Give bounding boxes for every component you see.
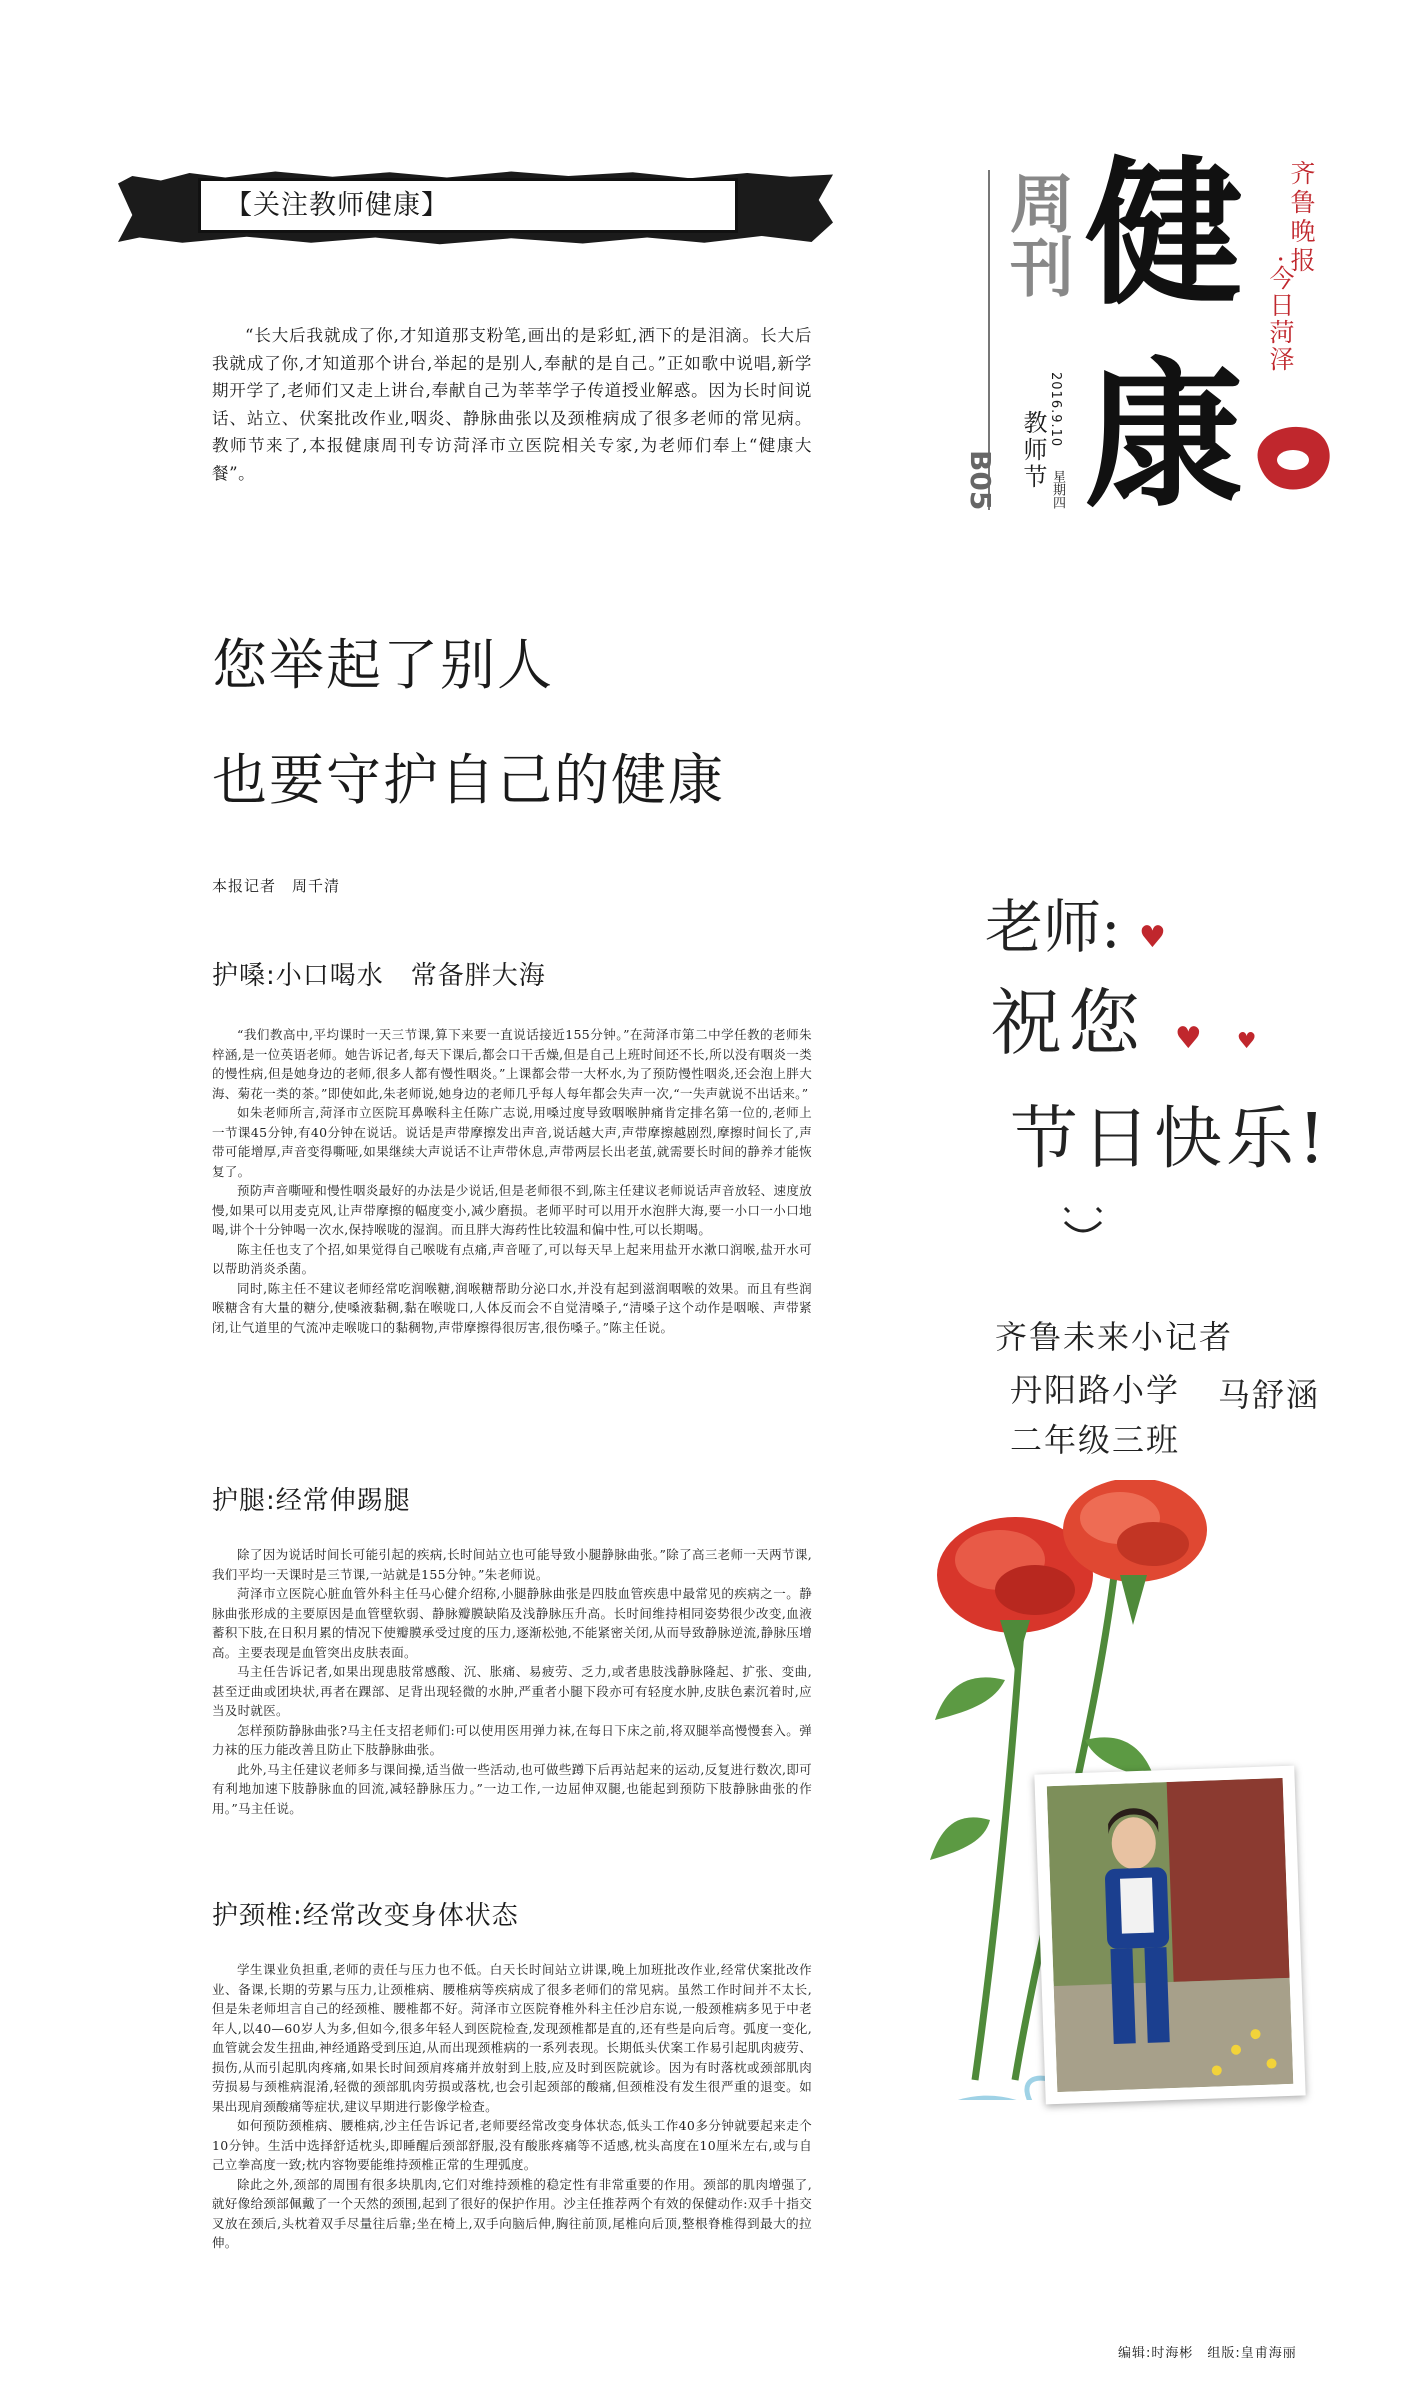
headline-line-1: 您举起了别人 bbox=[212, 633, 555, 697]
paragraph: 菏泽市立医院心脏血管外科主任马心健介绍称,小腿静脉曲张是四肢血管疾患中最常见的疾病之一。静脉曲张形成的主要原因是血管壁软弱、静脉瓣膜缺陷及浅静脉压升高。长时间维持相同姿势很少改变,血液蓄积下肢,在日积月累的情况下使瓣膜承受过度的压力,逐渐松弛,不能紧密关闭,从而导致静脉逆流,静脉压增高。主要表现是血管突出皮肤表面。 bbox=[212, 1586, 812, 1660]
masthead-jian: 健 bbox=[1085, 143, 1243, 327]
heart-icon: ♥ bbox=[1174, 1021, 1208, 1056]
heart-icon: ♥ bbox=[1236, 1029, 1263, 1054]
paragraph: 陈主任也支了个招,如果觉得自己喉咙有点痛,声音哑了,可以每天早上起来用盐开水漱口润喉,盐开水可以帮助消炎杀菌。 bbox=[212, 1241, 812, 1276]
greeting-holiday: 节日快乐! bbox=[1010, 1100, 1330, 1179]
paragraph: 如朱老师所言,菏泽市立医院耳鼻喉科主任陈广志说,用嗓过度导致咽喉肿痛肯定排名第一位的,老师上一节课45分钟,有40分钟在说话。说话是声带摩擦发出声音,说话越大声,声带摩擦越剧烈,摩擦时间长了,声带可能增厚,声音变得嘶哑,如果继续大声说话不让声带休息,声带两层长出老茧,就需要长时间的静养才能恢复了。 bbox=[212, 1105, 812, 1179]
brand-name: 齐鲁晚报 bbox=[1287, 160, 1316, 276]
reporter-label: 齐鲁未来小记者 bbox=[995, 1318, 1234, 1356]
intro-paragraph bbox=[212, 322, 812, 487]
section-title-legs: 护腿:经常伸踢腿 bbox=[212, 1486, 411, 1516]
paragraph: 此外,马主任建议老师多与课间操,适当做一些活动,也可做些蹲下后再站起来的运动,反复进行数次,即可有利地加速下肢静脉血的回流,减轻静脉压力。”一边工作,一边屈伸双腿,也能起到预防下肢静脉曲张的作用。”马主任说。 bbox=[212, 1761, 812, 1816]
section-body-legs bbox=[212, 1545, 812, 1818]
masthead-weekday: 星期四 bbox=[1050, 470, 1065, 509]
paragraph: 学生课业负担重,老师的责任与压力也不低。白天长时间站立讲课,晚上加班批改作业,经常伏案批改作业、备课,长期的劳累与压力,让颈椎病、腰椎病等疾病成了很多老师们的常见病。虽然工作时间并不太长,但是朱老师坦言自己的经颈椎、腰椎都不好。菏泽市立医院脊椎外科主任沙启东说,一般颈椎病多见于中老年人,以40—60岁人为多,但如今,很多年轻人到医院检查,发现颈椎都是直的,还有些是向后弯。弧度一变化,血管就会发生扭曲,神经通路受到压迫,从而出现颈椎病的一系列表现。长期低头伏案工作易引起肌肉疲劳、损伤,从而引起肌肉疼痛,如果长时间颈肩疼痛并放射到上肢,应及时到医院就诊。因为有时落枕或颈部肌肉劳损易与颈椎病混淆,轻微的颈部肌肉劳损或落枕,也会引起颈部的酸痛,但颈椎没有发生很严重的退变。如果出现肩颈酸痛等症状,建议早期进行影像学检查。 bbox=[212, 1962, 812, 2114]
section-title-throat: 护嗓:小口喝水 常备胖大海 bbox=[212, 961, 546, 991]
section-body-throat bbox=[212, 1025, 812, 1337]
paragraph: 除了因为说话时间长可能引起的疾病,长时间站立也可能导致小腿静脉曲张。”除了高三老师一天两节课,我们平均一天课时是三节课,一站就是155分钟。”朱老师说。 bbox=[212, 1547, 812, 1582]
masthead-date: 2016.9.10 bbox=[1048, 372, 1063, 448]
masthead-kang: 康 bbox=[1085, 345, 1243, 529]
paragraph: 马主任告诉记者,如果出现患肢常感酸、沉、胀痛、易疲劳、乏力,或者患肢浅静脉隆起、扩张、变曲,甚至迂曲或团块状,再者在踝部、足背出现轻微的水肿,严重者小腿下段亦可有轻度水肿,皮肤色素沉着时,应当及时就医。 bbox=[212, 1664, 812, 1718]
greeting-wish bbox=[990, 965, 1262, 1069]
headline-line-2: 也要守护自己的健康 bbox=[212, 748, 726, 812]
student-photo-image bbox=[1047, 1778, 1294, 2092]
greeting-teacher-text: 老师: bbox=[985, 893, 1121, 961]
masthead-weekly-text: 周刊 bbox=[999, 170, 1073, 298]
greeting-teacher bbox=[985, 880, 1166, 964]
heart-icon: ♥ bbox=[1138, 920, 1166, 955]
greeting-wish-text: 祝您 bbox=[990, 981, 1147, 1065]
intro-text: “长大后我就成了你,才知道那支粉笔,画出的是彩虹,洒下的是泪滴。长大后我就成了你,才知道那个讲台,举起的是别人,奉献的是自己。”正如歌中说唱,新学期开学了,老师们又走上讲台,奉献自己为莘莘学子传道授业解惑。因为长时间说话、站立、伏案批改作业,咽炎、静脉曲张以及颈椎病成了很多老师的常见病。教师节来了,本报健康周刊专访菏泽市立医院相关专家,为老师们奉上“健康大餐”。 bbox=[212, 326, 812, 483]
byline: 本报记者 周千清 bbox=[212, 877, 341, 895]
red-brush-icon bbox=[1248, 415, 1338, 495]
paragraph: 如何预防颈椎病、腰椎病,沙主任告诉记者,老师要经常改变身体状态,低头工作40多分钟就要起来走个10分钟。生活中选择舒适枕头,即睡醒后颈部舒服,没有酸胀疼痛等不适感,枕头高度在10厘米左右,或与自己立拳高度一致;枕内容物要能维持颈椎正常的生理弧度。 bbox=[212, 2118, 812, 2172]
section-body-neck bbox=[212, 1960, 812, 2253]
student-photo bbox=[1034, 1766, 1305, 2105]
page-number: B05 bbox=[964, 450, 997, 511]
paragraph: 除此之外,颈部的周围有很多块肌肉,它们对维持颈椎的稳定性有非常重要的作用。颈部的肌肉增强了,就好像给颈部佩戴了一个天然的颈围,起到了很好的保护作用。沙主任推荐两个有效的保健动作:双手十指交叉放在颈后,头枕着双手尽量往后靠;坐在椅上,双手向脑后伸,胸往前顶,尾椎向后顶,整根脊椎得到最大的拉伸。 bbox=[212, 2176, 812, 2250]
masthead-weekly bbox=[1000, 170, 1072, 298]
paragraph: 预防声音嘶哑和慢性咽炎最好的办法是少说话,但是老师很不到,陈主任建议老师说话声音放轻、速度放慢,如果可以用麦克风,让声带摩擦的幅度变小,减少磨损。老师平时可以用开水泡胖大海,要一小口一小口地喝,讲个十分钟喝一次水,保持喉咙的湿润。而且胖大海药性比较温和偏中性,可以长期喝。 bbox=[212, 1183, 812, 1237]
editor-credit: 编辑:时海彬 组版:皇甫海丽 bbox=[1118, 2346, 1297, 2361]
class-name: 二年级三班 bbox=[1010, 1421, 1181, 1459]
paragraph: 怎样预防静脉曲张?马主任支招老师们:可以使用医用弹力袜,在每日下床之前,将双腿举高慢慢套入。弹力袜的压力能改善且防止下肢静脉曲张。 bbox=[212, 1722, 812, 1757]
masthead-festival: 教师节 bbox=[1019, 410, 1047, 491]
section-title-neck: 护颈椎:经常改变身体状态 bbox=[212, 1901, 519, 1931]
carnation-right-icon bbox=[1063, 1480, 1207, 1625]
school-name: 丹阳路小学 bbox=[1010, 1371, 1181, 1409]
smiley-icon bbox=[1055, 1200, 1115, 1240]
brand-subname: ·今日菏泽 bbox=[1266, 255, 1295, 373]
paragraph: “我们教高中,平均课时一天三节课,算下来要一直说话接近155分钟。”在菏泽市第二中学任教的老师朱梓涵,是一位英语老师。她告诉记者,每天下课后,都会口干舌燥,但是自己上班时间还不长,所以没有咽炎一类的慢性病,但是她身边的老师,很多人都有慢性咽炎。”上课都会带一大杯水,为了预防慢性咽炎,还会泡上胖大海、菊花一类的茶。”即使如此,朱老师说,她身边的老师几乎每人每年都会失声一次,“一失声就说不出话来。” bbox=[212, 1027, 812, 1101]
student-name: 马舒涵 bbox=[1218, 1376, 1321, 1414]
paragraph: 同时,陈主任不建议老师经常吃润喉糖,润喉糖帮助分泌口水,并没有起到滋润咽喉的效果。而且有些润喉糖含有大量的糖分,使嗓液黏稠,黏在喉咙口,人体反而会不自觉清嗓子,“清嗓子这个动作是咽喉、声带紧闭,让气道里的气流冲走喉咙口的黏稠物,声带摩擦得很厉害,很伤嗓子。”陈主任说。 bbox=[212, 1280, 812, 1335]
column-label: 【关注教师健康】 bbox=[198, 178, 738, 233]
